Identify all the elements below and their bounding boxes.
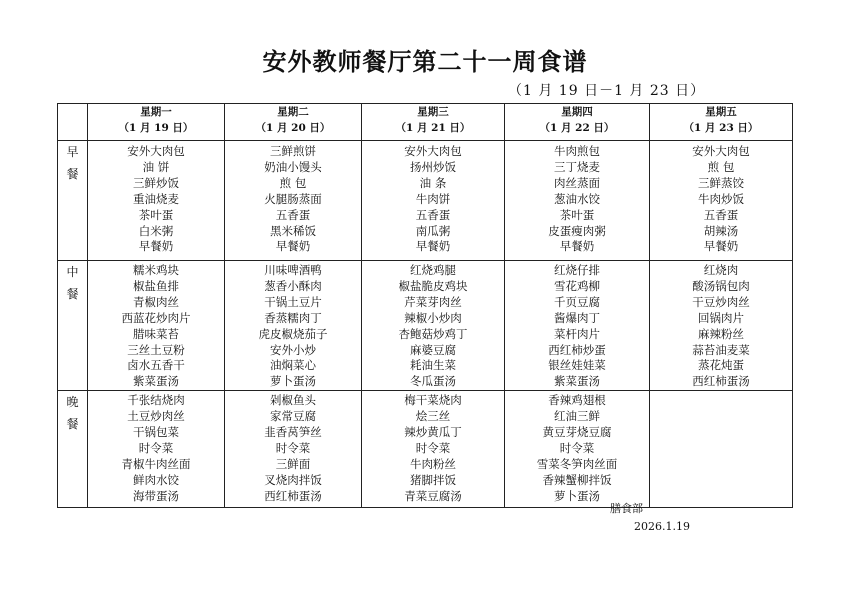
day-name: 星期一 (140, 106, 172, 118)
dish-item: 三鲜炒饭 (133, 175, 179, 190)
dish-item: 红烧鸡腿 (410, 263, 456, 277)
dish-item: 牛肉炒饭 (698, 191, 744, 206)
dish-item: 雪菜冬笋肉丝面 (536, 456, 618, 471)
dish-item: 香蒸糯肉丁 (264, 310, 322, 325)
dish-item: 西蓝花炒肉片 (121, 310, 191, 325)
meal-label-char: 晚 (66, 395, 79, 410)
dish-item: 杏鲍菇炒鸡丁 (398, 326, 468, 341)
dish-item: 蒸花炖蛋 (698, 358, 744, 373)
menu-cell (88, 391, 225, 508)
menu-cell (225, 261, 362, 391)
dish-item: 干豆炒肉丝 (692, 294, 750, 309)
dish-item: 韭香莴笋丝 (264, 425, 322, 440)
day-header-mon (88, 104, 225, 141)
dish-item: 鲜肉水饺 (133, 472, 179, 487)
dish-item: 耗油生菜 (410, 358, 456, 373)
dish-item: 紫菜蛋汤 (133, 374, 179, 389)
dish-item: 川味啤酒鸭 (264, 263, 322, 277)
menu-cell (505, 141, 650, 261)
dish-item: 早餐奶 (275, 239, 311, 254)
dish-item: 安外大肉包 (404, 144, 462, 158)
dish-item: 冬瓜蛋汤 (410, 374, 456, 389)
dish-item: 葱油水饺 (554, 191, 600, 206)
menu-cell (88, 261, 225, 391)
dinner-row (58, 391, 793, 508)
dish-item: 虎皮椒烧茄子 (258, 326, 328, 341)
breakfast-row (58, 141, 793, 261)
dish-item: 牛肉煎包 (554, 144, 600, 158)
menu-table (57, 103, 793, 508)
dish-item: 奶油小馒头 (264, 159, 322, 174)
date-range: （1 月 19 日－1 月 23 日） (508, 83, 706, 99)
dish-item: 安外大肉包 (692, 144, 750, 158)
day-name: 星期四 (561, 106, 593, 118)
dish-item: 油 条 (419, 175, 447, 190)
dish-item: 酸汤锅包肉 (692, 278, 750, 293)
day-header-thu (505, 104, 650, 141)
dish-item: 葱香小酥肉 (264, 278, 322, 293)
dish-item: 香辣蟹柳拌饭 (542, 472, 612, 487)
dish-item: 猪脚拌饭 (410, 472, 456, 487)
day-date: （1 月 22 日） (539, 122, 615, 134)
meal-label-char: 餐 (66, 167, 79, 181)
day-header-fri (650, 104, 793, 141)
dish-item: 早餐奶 (703, 239, 739, 254)
dish-item: 五香蛋 (703, 207, 739, 222)
dish-item: 麻辣粉丝 (698, 326, 744, 341)
dish-item: 红烧肉 (703, 263, 739, 277)
dish-item: 土豆炒肉丝 (127, 409, 185, 424)
dish-item: 黄豆芽烧豆腐 (542, 425, 612, 440)
dish-item: 腊味菜苔 (133, 326, 179, 341)
dish-item: 火腿肠蒸面 (264, 191, 322, 206)
dish-item: 油 饼 (142, 159, 170, 174)
menu-cell (225, 391, 362, 508)
dish-item: 三丁烧麦 (554, 159, 600, 174)
dish-item: 萝卜蛋汤 (270, 374, 316, 389)
dish-item: 五香蛋 (275, 207, 311, 222)
dish-item: 黑米稀饭 (270, 223, 316, 238)
menu-cell (650, 391, 793, 508)
dish-item: 安外大肉包 (127, 144, 185, 158)
dish-item: 千页豆腐 (554, 294, 600, 309)
dish-item: 萝卜蛋汤 (554, 488, 600, 503)
dish-item: 卤水五香干 (127, 358, 185, 373)
dish-item: 时令菜 (275, 440, 311, 455)
dish-item: 胡辣汤 (703, 223, 739, 238)
dish-item: 红油三鲜 (554, 409, 600, 424)
dish-item: 三鲜蒸饺 (698, 175, 744, 190)
dish-item: 牛肉粉丝 (410, 456, 456, 471)
menu-cell (88, 141, 225, 261)
dish-item: 肉丝蒸面 (554, 175, 600, 190)
day-name: 星期五 (705, 106, 737, 118)
dish-item: 剁椒鱼头 (270, 393, 316, 408)
dish-item: 煎 包 (279, 175, 307, 190)
dish-item: 梅干菜烧肉 (404, 393, 462, 408)
day-name: 星期三 (417, 106, 449, 118)
dish-item: 扬州炒饭 (410, 159, 456, 174)
dish-item: 早餐奶 (138, 239, 174, 254)
dish-item: 回锅肉片 (698, 310, 744, 325)
menu-cell (505, 391, 650, 508)
dish-item: 重油烧麦 (133, 191, 179, 206)
day-date: （1 月 23 日） (683, 122, 759, 134)
dish-item: 烩三丝 (415, 409, 451, 424)
dish-item: 牛肉饼 (415, 191, 451, 206)
dish-item: 红烧仔排 (554, 263, 600, 277)
dish-item: 青菜豆腐汤 (404, 488, 462, 503)
menu-cell (650, 141, 793, 261)
day-header-tue (225, 104, 362, 141)
dish-item: 紫菜蛋汤 (554, 374, 600, 389)
dish-item: 椒盐脆皮鸡块 (398, 278, 468, 293)
dish-item: 五香蛋 (415, 207, 451, 222)
dish-item: 辣炒黄瓜丁 (404, 425, 462, 440)
dish-item: 南瓜粥 (415, 223, 451, 238)
page-title: 安外教师餐厅第二十一周食谱 (262, 47, 588, 76)
meal-label-dinner (58, 391, 88, 508)
dish-item: 椒盐鱼排 (133, 278, 179, 293)
meal-label-breakfast (58, 141, 88, 261)
dish-item: 安外小炒 (270, 342, 316, 357)
dish-item: 菜杆肉片 (554, 326, 600, 341)
day-header-wed (362, 104, 505, 141)
corner-cell (58, 104, 88, 141)
menu-cell (650, 261, 793, 391)
menu-cell (225, 141, 362, 261)
menu-cell (505, 261, 650, 391)
dish-item: 辣椒小炒肉 (404, 310, 462, 325)
dish-item: 家常豆腐 (270, 409, 316, 424)
day-date: （1 月 19 日） (118, 122, 194, 134)
meal-label-char: 餐 (66, 287, 79, 301)
dish-item: 叉烧肉拌饭 (264, 472, 322, 487)
day-date: （1 月 20 日） (255, 122, 331, 134)
day-name: 星期二 (277, 106, 309, 118)
header-row (58, 104, 793, 141)
dish-item: 早餐奶 (415, 239, 451, 254)
dish-item: 三丝土豆粉 (127, 342, 185, 357)
dish-item: 煎 包 (707, 159, 735, 174)
menu-cell (362, 141, 505, 261)
dish-item: 时令菜 (415, 440, 451, 455)
dish-item: 茶叶蛋 (559, 207, 595, 222)
lunch-row (58, 261, 793, 391)
dish-item: 时令菜 (559, 440, 595, 455)
dish-item: 青椒肉丝 (133, 294, 179, 309)
meal-label-char: 早 (66, 145, 79, 159)
dish-item: 芹菜芽肉丝 (404, 294, 462, 309)
dish-item: 糯米鸡块 (133, 263, 179, 277)
dish-item: 三鲜煎饼 (270, 144, 316, 158)
dish-item: 三鲜面 (275, 456, 311, 471)
dish-item: 蒜苔油麦菜 (692, 342, 750, 357)
dish-item: 西红柿蛋汤 (264, 488, 322, 503)
dish-item: 雪花鸡柳 (554, 278, 600, 293)
dish-item: 酱爆肉丁 (554, 310, 600, 325)
dish-item: 西红柿蛋汤 (692, 374, 750, 389)
dish-item: 千张结烧肉 (127, 393, 185, 408)
dish-item: 皮蛋瘦肉粥 (548, 223, 606, 238)
dish-item: 油焖菜心 (270, 358, 316, 373)
dish-item: 西红柿炒蛋 (548, 342, 606, 357)
dish-item: 干锅包菜 (133, 425, 179, 440)
meal-label-char: 餐 (66, 417, 79, 432)
dish-item: 银丝娃娃菜 (548, 358, 606, 373)
menu-cell (362, 391, 505, 508)
meal-label-lunch (58, 261, 88, 391)
menu-cell (362, 261, 505, 391)
dish-item: 茶叶蛋 (138, 207, 174, 222)
dish-item: 青椒牛肉丝面 (121, 456, 191, 471)
day-date: （1 月 21 日） (395, 122, 471, 134)
meal-label-char: 中 (66, 265, 79, 279)
dish-item: 白米粥 (138, 223, 174, 238)
signature-date: 2026.1.19 (634, 520, 690, 533)
dish-item: 麻婆豆腐 (410, 342, 456, 357)
dish-item: 早餐奶 (559, 239, 595, 254)
department-signature: 膳食部 (610, 502, 643, 515)
dish-item: 干锅土豆片 (264, 294, 322, 309)
dish-item: 海带蛋汤 (133, 488, 179, 503)
dish-item: 时令菜 (138, 440, 174, 455)
dish-item: 香辣鸡翅根 (548, 393, 606, 408)
